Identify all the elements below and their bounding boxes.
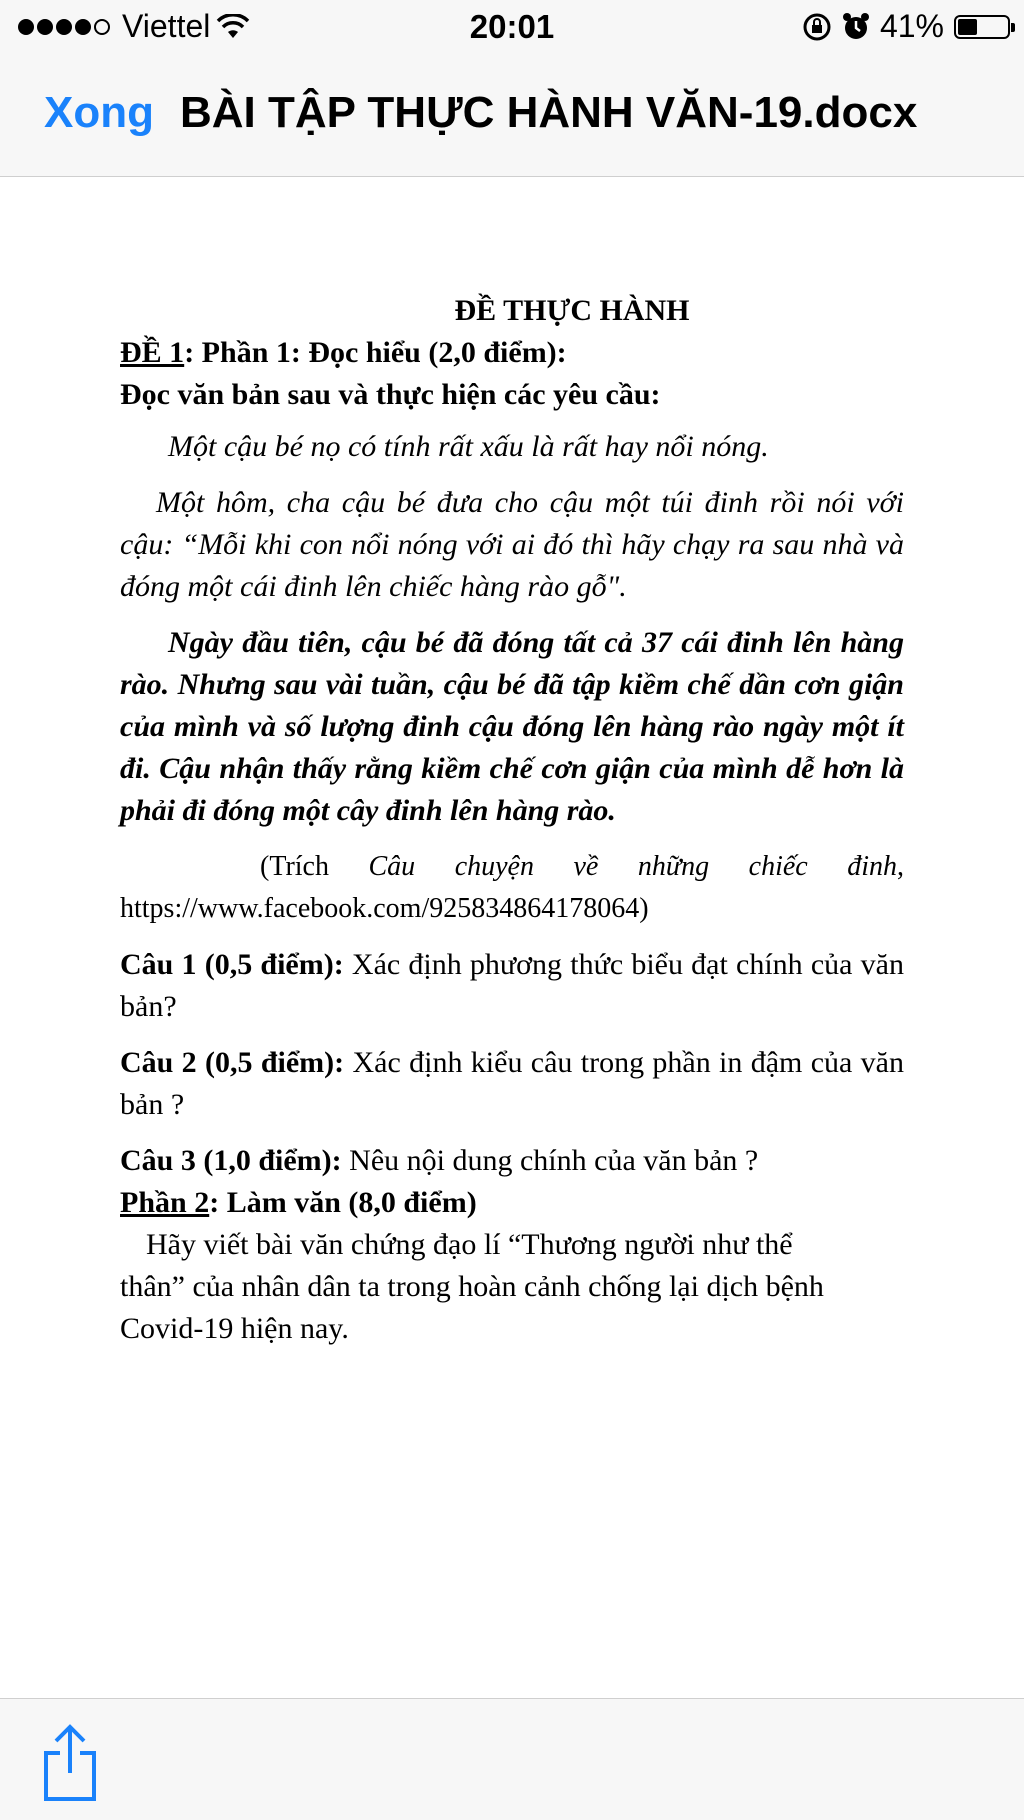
- battery-level: [958, 19, 977, 35]
- carrier-name: Viettel: [122, 8, 211, 44]
- battery-percent: 41%: [879, 8, 944, 44]
- status-bar: [0, 0, 1024, 56]
- question-1-label: Câu 1 (0,5 điểm):: [120, 948, 344, 981]
- part2-heading: [120, 1182, 904, 1224]
- exam-label: ĐỀ 1: [120, 336, 185, 369]
- bottom-toolbar: [0, 1698, 1024, 1820]
- document-title: BÀI TẬP THỰC HÀNH VĂN-19.docx: [180, 88, 918, 137]
- nav-bar: [0, 56, 1024, 177]
- question-3-label: Câu 3 (1,0 điểm):: [120, 1144, 342, 1177]
- status-time: 20:01: [469, 8, 555, 45]
- part2-title: : Làm văn (8,0 điểm): [209, 1186, 477, 1219]
- question-2-text: Xác định kiểu câu trong phần in đậm của văn bản ?: [120, 1046, 904, 1121]
- passage-paragraph-2: Một hôm, cha cậu bé đưa cho cậu một túi đinh rồi nói với cậu: “Mỗi khi con nổi nóng với ai đó thì hãy chạy ra sau nhà và đóng một cái đinh lên chiếc hàng rào gỗ".: [120, 486, 904, 603]
- orientation-lock-icon: [802, 12, 832, 42]
- instruction: Đọc văn bản sau và thực hiện các yêu cầu:: [120, 378, 661, 411]
- battery-icon: [954, 15, 1010, 39]
- document-content: [120, 290, 904, 1350]
- doc-heading: ĐỀ THỰC HÀNH: [454, 294, 690, 327]
- question-1: [120, 944, 904, 1028]
- question-3-text: Nêu nội dung chính của văn bản ?: [341, 1144, 759, 1177]
- essay-prompt: Hãy viết bài văn chứng đạo lí “Thương người như thể thân” của nhân dân ta trong hoàn cảnh chống lại dịch bệnh Covid-19 hiện nay.: [120, 1228, 824, 1345]
- question-2: [120, 1042, 904, 1126]
- source-citation: [120, 846, 904, 930]
- passage-paragraph-3-bold: Ngày đầu tiên, cậu bé đã đóng tất cả 37 cái đinh lên hàng rào. Nhưng sau vài tuần, cậu bé đã tập kiềm chế dần cơn giận của mình và số lượng đinh cậu đóng lên hàng rào ngày một ít đi. Cậu nhận thấy rằng kiềm chế cơn giận của mình dễ hơn là phải đi đóng một cây đinh lên hàng rào.: [120, 626, 904, 827]
- source-suffix: , https://www.facebook.com/925834864178064): [120, 851, 904, 924]
- done-button[interactable]: Xong: [44, 88, 154, 137]
- question-2-label: Câu 2 (0,5 điểm):: [120, 1046, 345, 1079]
- part1-title: : Phần 1: Đọc hiểu (2,0 điểm):: [184, 336, 567, 369]
- question-1-text: Xác định phương thức biểu đạt chính của văn bản?: [120, 948, 904, 1023]
- status-right: [802, 8, 1010, 45]
- share-icon[interactable]: [40, 1723, 100, 1803]
- source-prefix: (Trích: [260, 851, 369, 882]
- part2-label: Phần 2: [120, 1186, 210, 1219]
- alarm-icon: [842, 12, 870, 42]
- question-3: [120, 1140, 904, 1182]
- source-title: Câu chuyện về những chiếc đinh: [368, 851, 897, 882]
- part1-heading: [120, 332, 904, 374]
- passage-paragraph-1: Một cậu bé nọ có tính rất xấu là rất hay nổi nóng.: [168, 430, 769, 463]
